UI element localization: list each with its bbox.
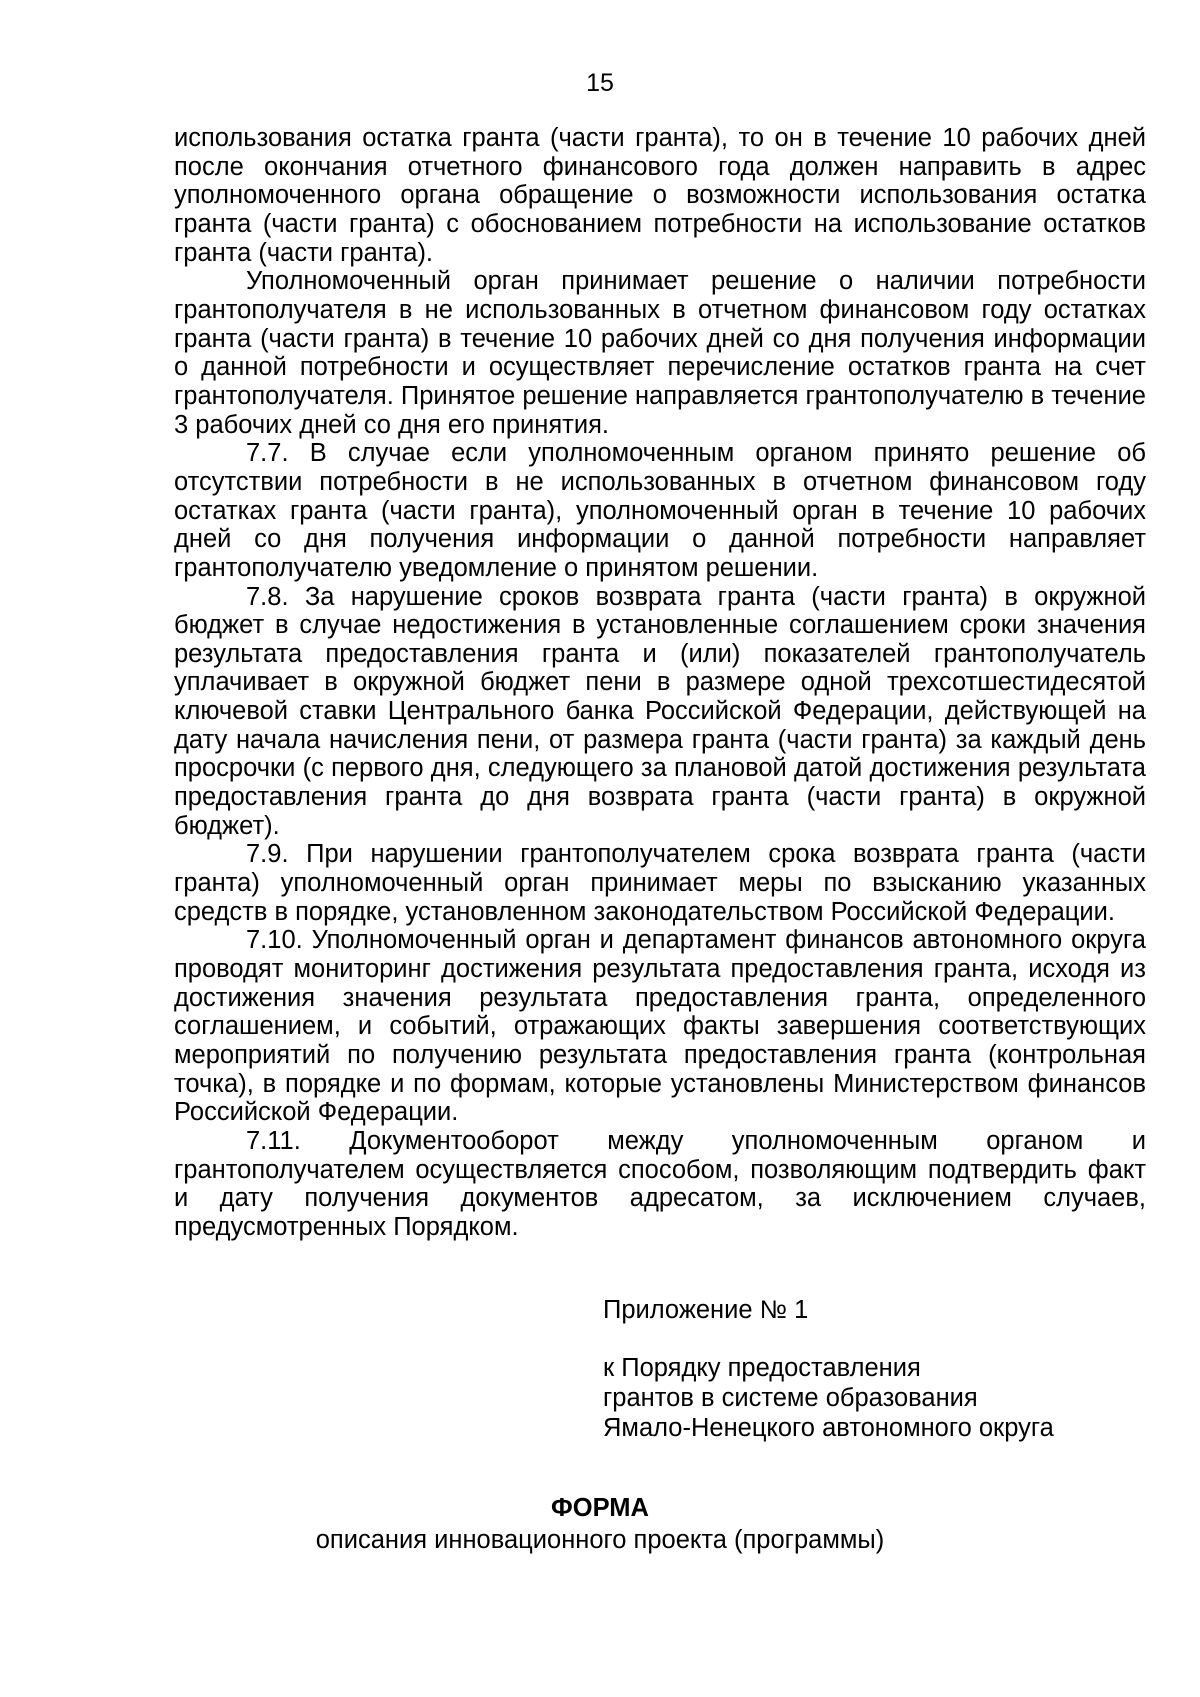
paragraph-continuation: использования остатка гранта (части гранта), то он в течение 10 рабочих дней после окончания отчетного финансового года должен направить в адрес уполномоченного органа обращение о возможности использования остатка гранта (части гранта) с обоснованием потребности на использование остатков гранта (части гранта). — [174, 124, 1146, 267]
paragraph-7-11: 7.11. Документооборот между уполномоченным органом и грантополучателем осуществляется способом, позволяющим подтвердить факт и дату получения документов адресатом, за исключением случаев, предусмотренных Порядком. — [174, 1126, 1146, 1241]
page-number: 15 — [586, 69, 614, 97]
form-subtitle: описания инновационного проекта (программы) — [315, 1526, 885, 1554]
paragraph-7-10: 7.10. Уполномоченный орган и департамент финансов автономного округа проводят мониторинг достижения результата предоставления гранта, исходя из достижения значения результата предоставления гранта, определенного соглашением, и событий, отражающих факты завершения соответствующих мероприятий по получению результата предоставления гранта (контрольная точка), в порядке и по формам, которые установлены Министерством финансов Российской Федерации. — [174, 926, 1146, 1127]
paragraph-7-7: 7.7. В случае если уполномоченным органом принято решение об отсутствии потребности в не использованных в отчетном финансовом году остатках гранта (части гранта), уполномоченный орган в течение 10 рабочих дней со дня получения информации о данной потребности направляет грантополучателю уведомление о принятом решении. — [174, 439, 1146, 582]
paragraph-7-8: 7.8. За нарушение сроков возврата гранта (части гранта) в окружной бюджет в случае недостижения в установленные соглашением сроки значения результата предоставления гранта и (или) показателей грантополучатель уплачивает в окружной бюджет пени в размере одной трехсотшестидесятой ключевой ставки Центрального банка Российской Федерации, действующей на дату начала начисления пени, от размера гранта (части гранта) за каждый день просрочки (с первого дня, следующего за плановой датой достижения результата предоставления гранта до дня возврата гранта (части гранта) в окружной бюджет). — [174, 582, 1146, 840]
appendix-ref-line: к Порядку предоставления — [603, 1354, 921, 1382]
form-title: ФОРМА — [551, 1494, 649, 1522]
paragraph-7-9: 7.9. При нарушении грантополучателем срока возврата гранта (части гранта) уполномоченный орган принимает меры по взысканию указанных средств в порядке, установленном законодательством Российской Федерации. — [174, 840, 1146, 926]
appendix-title: Приложение № 1 — [603, 1296, 809, 1324]
appendix-ref-line: Ямало-Ненецкого автономного округа — [603, 1414, 1054, 1442]
paragraph-authority-decision: Уполномоченный орган принимает решение о наличии потребности грантополучателя в не использованных в отчетном финансовом году остатках гранта (части гранта) в течение 10 рабочих дней со дня получения информации о данной потребности и осуществляет перечисление остатков гранта на счет грантополучателя. Принятое решение направляется грантополучателю в течение 3 рабочих дней со дня его принятия. — [174, 267, 1146, 439]
appendix-reference — [603, 1353, 1163, 1443]
appendix-block — [603, 1295, 1163, 1443]
document-body — [174, 124, 1146, 1242]
appendix-ref-line: грантов в системе образования — [603, 1384, 978, 1412]
